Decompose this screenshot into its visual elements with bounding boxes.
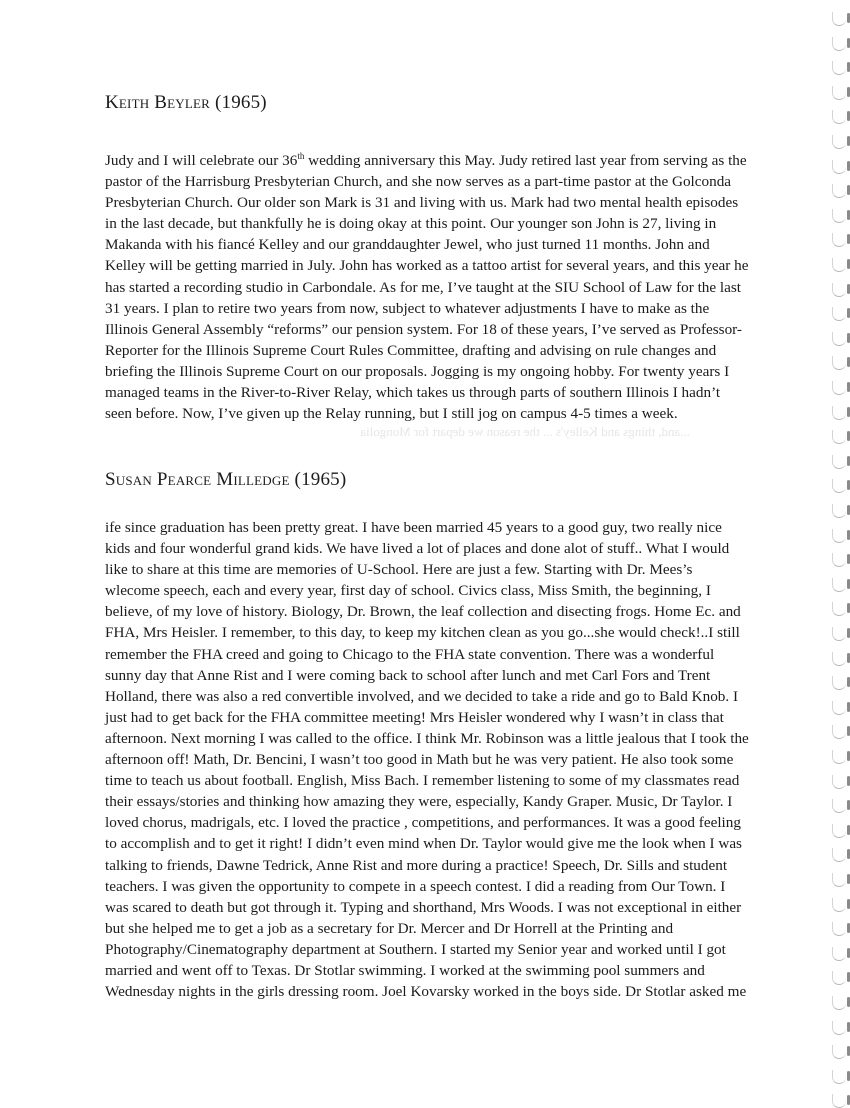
binding-ring — [832, 381, 846, 395]
binding-ring — [832, 1021, 846, 1035]
binding-ring — [832, 627, 846, 641]
binding-ring — [832, 1070, 846, 1084]
body-line: loved chorus, madrigals, etc. I loved the practice , competitions, and performances. It was a good feeling — [105, 814, 741, 832]
body-line: to accomplish and to get it right! I didn’t even mind when Dr. Taylor would give me the look when I was — [105, 835, 742, 853]
body-line: ife since graduation has been pretty great. I have been married 45 years to a good guy, two really nice — [105, 519, 722, 536]
binding-ring — [832, 873, 846, 887]
binding-ring — [832, 135, 846, 149]
entry-body-susan-pearce-milledge — [105, 517, 765, 1002]
entry-heading-keith-beyler: Keith Beyler (1965) — [105, 92, 267, 113]
binding-ring — [832, 824, 846, 838]
binding-ring — [832, 504, 846, 518]
binding-ring — [832, 1094, 846, 1108]
binding-ring — [832, 652, 846, 666]
body-line: but she helped me to get a job as a secretary for Dr. Mercer and Dr Horrell at the Printing and — [105, 919, 674, 937]
binding-ring — [832, 947, 846, 961]
body-line: seen before. Now, I’ve given up the Relay running, but I still jog on campus 4-5 times a week. — [105, 405, 678, 423]
body-line: Holland, there was also a red convertible involved, and we decided to take a ride and go to Bald Knob. I — [105, 687, 739, 705]
binding-ring — [832, 430, 846, 444]
binding-ring — [832, 676, 846, 690]
body-line: pastor of the Harrisburg Presbyterian Church, and she now serves as a part-time pastor at the Golconda — [105, 173, 732, 191]
body-line: kids and four wonderful grand kids. We have lived a lot of places and done alot of stuff.. What I would — [105, 540, 730, 558]
line-text: Judy and I will celebrate our 36 — [105, 152, 298, 169]
binding-ring — [832, 406, 846, 420]
bleed-through-text: ...and, things and Kelley's ... the reason we depart for Mongolia — [360, 424, 690, 439]
body-line: married and went off to Texas. Dr Stotlar swimming. I worked at the swimming pool summers and — [105, 961, 705, 979]
superscript: th — [297, 151, 305, 161]
binding-ring — [832, 848, 846, 862]
body-line: remember the FHA creed and going to Chicago to the FHA state convention. There was a wonderful — [105, 645, 715, 663]
binding-ring — [832, 86, 846, 100]
body-line: afternoon. Next morning I was called to the office. I think Mr. Robinson was a little jealous that I took the — [105, 729, 749, 747]
binding-ring — [832, 332, 846, 346]
entry-heading-susan-pearce-milledge: Susan Pearce Milledge (1965) — [105, 469, 347, 490]
body-line: 31 years. I plan to retire two years from now, subject to whatever adjustments I have to make as the — [105, 299, 710, 317]
line-text: wedding anniversary this May. Judy retired last year from serving as the — [304, 152, 747, 169]
body-line: Illinois General Assembly “reforms” our pension system. For 18 of these years, I’ve served as Professor- — [105, 320, 742, 338]
body-line: their essays/stories and thinking how amazing they were, especially, Kandy Graper. Music, Dr Taylor. I — [105, 793, 733, 811]
entry-body-keith-beyler — [105, 150, 765, 424]
body-line: believe, of my love of history. Biology, Dr. Brown, the leaf collection and disecting frogs. Home Ec. and — [105, 603, 741, 621]
binding-ring — [832, 283, 846, 297]
body-line: has started a recording studio in Carbondale. As for me, I’ve taught at the SIU School of Law for the last — [105, 278, 742, 296]
body-line — [105, 150, 765, 171]
binding-ring — [832, 725, 846, 739]
binding-ring — [832, 479, 846, 493]
binding-ring — [832, 209, 846, 223]
body-line: time to teach us about football. English, Miss Bach. I remember listening to some of my classmates read — [105, 772, 740, 790]
body-line: managed teams in the River-to-River Relay, which takes us through parts of southern Illinois I hadn’t — [105, 384, 721, 402]
binding-ring — [832, 258, 846, 272]
spiral-binding — [820, 0, 850, 1099]
body-line: talking to friends, Dawne Tedrick, Anne Rist and more during a practice! Speech, Dr. Sills and student — [105, 856, 728, 874]
binding-ring — [832, 160, 846, 174]
binding-ring — [832, 898, 846, 912]
binding-ring — [832, 37, 846, 51]
binding-ring — [832, 578, 846, 592]
binding-ring — [832, 996, 846, 1010]
binding-ring — [832, 233, 846, 247]
binding-ring — [832, 922, 846, 936]
body-line: in the last decade, but thankfully he is doing okay at this point. Our younger son John is 27, living in — [105, 215, 717, 233]
body-line: briefing the Illinois Supreme Court on our proposals. Jogging is my ongoing hobby. For twenty years I — [105, 362, 730, 380]
body-line: Makanda with his fiancé Kelley and our granddaughter Jewel, who just turned 11 months. John and — [105, 236, 710, 254]
binding-ring — [832, 553, 846, 567]
body-line: like to share at this time are memories of U-School. Here are just a few. Starting with Dr. Mees’s — [105, 561, 693, 579]
binding-ring — [832, 12, 846, 26]
binding-ring — [832, 110, 846, 124]
binding-ring — [832, 61, 846, 75]
binding-ring — [832, 529, 846, 543]
binding-ring — [832, 455, 846, 469]
binding-ring — [832, 1045, 846, 1059]
binding-ring — [832, 701, 846, 715]
body-line: Reporter for the Illinois Supreme Court Rules Committee, drafting and advising on rule changes and — [105, 341, 717, 359]
body-line: Wednesday nights in the girls dressing room. Joel Kovarsky worked in the boys side. Dr Stotlar asked me — [105, 983, 747, 1001]
body-line: FHA, Mrs Heisler. I remember, to this day, to keep my kitchen clean as you go...she would check!..I still — [105, 624, 740, 642]
body-line: Photography/Cinematography department at Southern. I started my Senior year and worked until I got — [105, 940, 726, 958]
binding-ring — [832, 184, 846, 198]
body-line: was scared to death but got through it. Typing and shorthand, Mrs Woods. I was not exceptional in either — [105, 898, 742, 916]
binding-ring — [832, 971, 846, 985]
binding-ring — [832, 307, 846, 321]
binding-ring — [832, 602, 846, 616]
body-line: Presbyterian Church. Our older son Mark is 31 and living with us. Mark had two mental health episodes — [105, 194, 739, 212]
body-line: sunny day that Anne Rist and I were coming back to school after lunch and met Carl Fors and Trent — [105, 666, 711, 684]
body-line: afternoon off! Math, Dr. Bencini, I wasn’t too good in Math but he was very patient. He also took some — [105, 751, 734, 769]
body-line: just had to get back for the FHA committee meeting! Mrs Heisler wondered why I wasn’t in class that — [105, 708, 724, 726]
body-line: teachers. I was given the opportunity to compete in a speech contest. I did a reading from Our Town. I — [105, 877, 726, 895]
binding-ring — [832, 356, 846, 370]
body-line: Kelley will be getting married in July. John has worked as a tattoo artist for several years, and this year he — [105, 257, 749, 275]
binding-ring — [832, 750, 846, 764]
binding-ring — [832, 775, 846, 789]
binding-ring — [832, 799, 846, 813]
body-line: wlecome speech, each and every year, first day of school. Civics class, Miss Smith, the beginning, I — [105, 582, 711, 600]
